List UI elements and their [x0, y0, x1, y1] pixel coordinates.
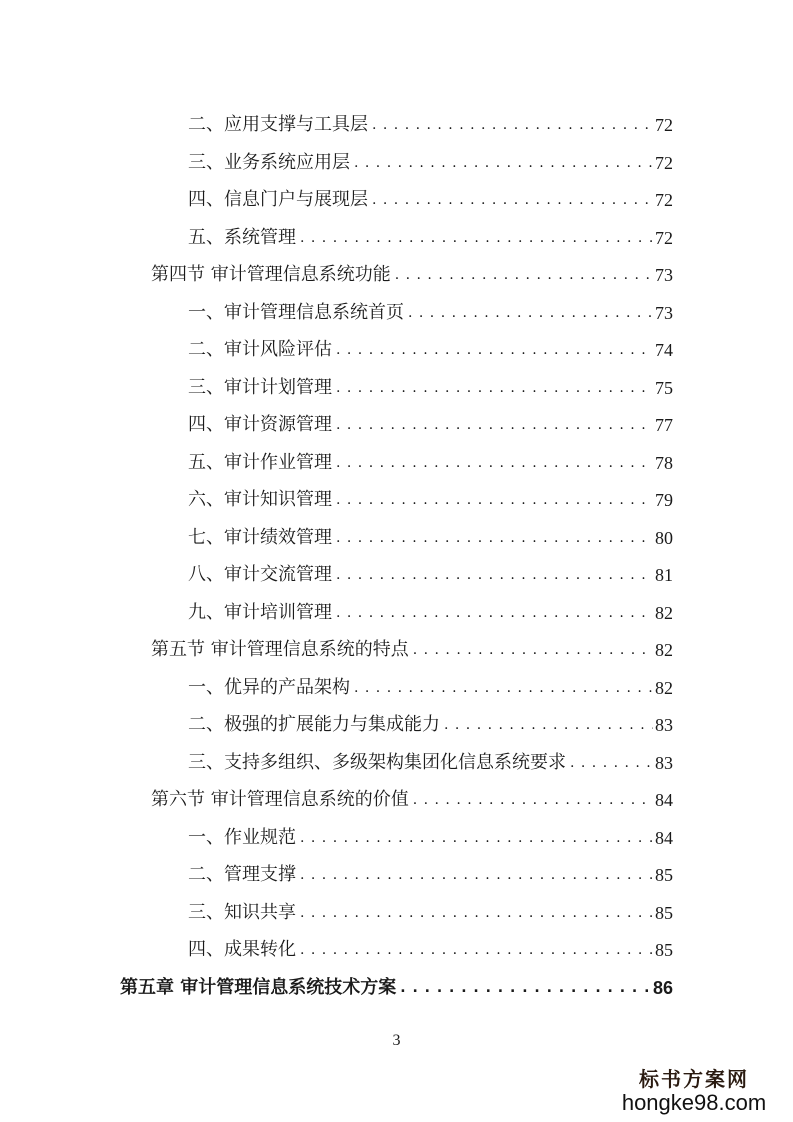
toc-leader-dots: [413, 639, 653, 661]
toc-entry[interactable]: [188, 819, 673, 849]
toc-entry-page: 82: [655, 640, 673, 660]
toc-leader-dots: [300, 864, 653, 886]
toc-entry-label: 八、审计交流管理: [188, 564, 332, 585]
toc-entry-page: 73: [655, 265, 673, 285]
toc-entry[interactable]: [188, 406, 673, 436]
toc-leader-dots: [300, 827, 653, 849]
toc-leader-dots: [413, 789, 653, 811]
toc-entry-page: 74: [655, 340, 673, 360]
toc-section-entry[interactable]: [151, 631, 673, 661]
toc-entry-page: 85: [655, 902, 673, 923]
toc-leader-dots: [372, 189, 653, 211]
toc-entry-page: 84: [655, 790, 673, 810]
toc-entry-page: 85: [655, 940, 673, 960]
toc-entry-page: 72: [655, 190, 673, 210]
toc-entry-page: 77: [655, 415, 673, 435]
toc-leader-dots: [372, 114, 653, 136]
toc-entry-label: 一、优异的产品架构: [188, 676, 350, 698]
toc-entry[interactable]: [188, 519, 673, 549]
toc-entry-page: 83: [655, 715, 673, 735]
toc-leader-dots: [336, 527, 653, 549]
toc-leader-dots: [336, 377, 653, 399]
toc-leader-dots: [336, 339, 653, 361]
toc-entry[interactable]: [188, 931, 673, 961]
toc-entry[interactable]: [188, 444, 673, 474]
toc-entry[interactable]: [188, 594, 673, 624]
toc-leader-dots: [300, 939, 653, 961]
toc-entry-label: 三、知识共享: [188, 901, 296, 923]
toc-entry-label: 二、管理支撑: [188, 864, 296, 885]
toc-leader-dots: [395, 264, 653, 286]
toc-entry-page: 75: [655, 377, 673, 398]
toc-leader-dots: [336, 414, 653, 436]
toc-entry[interactable]: [188, 556, 673, 586]
toc-entry-label: 四、成果转化: [188, 939, 296, 960]
toc-entry-page: 73: [655, 302, 673, 323]
toc-entry-label: 四、信息门户与展现层: [188, 189, 368, 210]
toc-leader-dots: [336, 452, 653, 474]
toc-entry-label: 二、审计风险评估: [188, 339, 332, 360]
toc-entry[interactable]: [188, 106, 673, 136]
toc-entry-page: 79: [655, 490, 673, 510]
toc-entry-label: 七、审计绩效管理: [188, 526, 332, 548]
toc-entry-label: 二、极强的扩展能力与集成能力: [188, 714, 440, 735]
toc-entry-page: 83: [655, 752, 673, 773]
page-number: 3: [392, 1032, 401, 1049]
toc-leader-dots: [300, 902, 653, 924]
toc-entry-page: 72: [655, 152, 673, 173]
toc-entry-label: 四、审计资源管理: [188, 414, 332, 435]
toc-entry-label: 一、审计管理信息系统首页: [188, 301, 404, 323]
toc-entry[interactable]: [188, 181, 673, 211]
toc-entry-page: 81: [655, 565, 673, 585]
toc-entry-label: 五、审计作业管理: [188, 451, 332, 473]
toc-entry[interactable]: [188, 294, 673, 324]
toc-entry-page: 72: [655, 115, 673, 135]
toc-entry-page: 86: [652, 977, 673, 998]
toc-leader-dots: [570, 752, 653, 774]
toc-leader-dots: [354, 152, 653, 174]
toc-leader-dots: [444, 714, 653, 736]
toc-entry-label: 二、应用支撑与工具层: [188, 114, 368, 135]
toc-entry-label: 九、审计培训管理: [188, 601, 332, 623]
toc-entry[interactable]: [188, 144, 673, 174]
toc-entry-label: 六、审计知识管理: [188, 489, 332, 510]
toc-entry-label: 五、系统管理: [188, 226, 296, 248]
toc-entry[interactable]: [188, 706, 673, 736]
watermark-url: hongke98.com: [621, 1090, 767, 1115]
toc-entry-page: 78: [655, 452, 673, 473]
watermark-logo: [609, 1063, 779, 1116]
toc-entry-page: 82: [655, 602, 673, 623]
toc-entry[interactable]: [188, 669, 673, 699]
toc-leader-dots: [354, 677, 653, 699]
toc-entry-label: 三、业务系统应用层: [188, 151, 350, 173]
toc-entry-page: 84: [655, 827, 673, 848]
toc-entry[interactable]: [188, 744, 673, 774]
toc-entry-label: 一、作业规范: [188, 826, 296, 848]
toc-entry-page: 85: [655, 865, 673, 885]
toc-section-entry[interactable]: [151, 781, 673, 811]
toc-leader-dots: [408, 302, 653, 324]
toc-entry-label: 三、审计计划管理: [188, 376, 332, 398]
toc-entry[interactable]: [188, 894, 673, 924]
toc-entry[interactable]: [188, 856, 673, 886]
toc-entry-page: 80: [655, 527, 673, 548]
toc-entry-page: 72: [655, 227, 673, 248]
toc-leader-dots: [336, 489, 653, 511]
toc-entry-label: 第四节 审计管理信息系统功能: [151, 264, 391, 285]
toc-entry-label: 三、支持多组织、多级架构集团化信息系统要求: [188, 751, 566, 773]
toc-entry[interactable]: [188, 331, 673, 361]
watermark-name: 标书方案网: [639, 1067, 749, 1091]
toc-entry[interactable]: [188, 369, 673, 399]
toc-entry[interactable]: [188, 481, 673, 511]
toc-entry-label: 第五节 审计管理信息系统的特点: [151, 639, 409, 660]
toc-entry-page: 82: [655, 677, 673, 698]
toc-entry-label: 第六节 审计管理信息系统的价值: [151, 789, 409, 810]
toc-entry-label: 第五章 审计管理信息系统技术方案: [120, 976, 397, 998]
toc-entry[interactable]: [188, 219, 673, 249]
toc-section-entry[interactable]: [151, 256, 673, 286]
toc-leader-dots: [336, 602, 653, 624]
toc-leader-dots: [300, 227, 653, 249]
toc-leader-dots: [400, 977, 651, 999]
toc-leader-dots: [336, 564, 653, 586]
toc-chapter-entry[interactable]: [120, 969, 673, 999]
